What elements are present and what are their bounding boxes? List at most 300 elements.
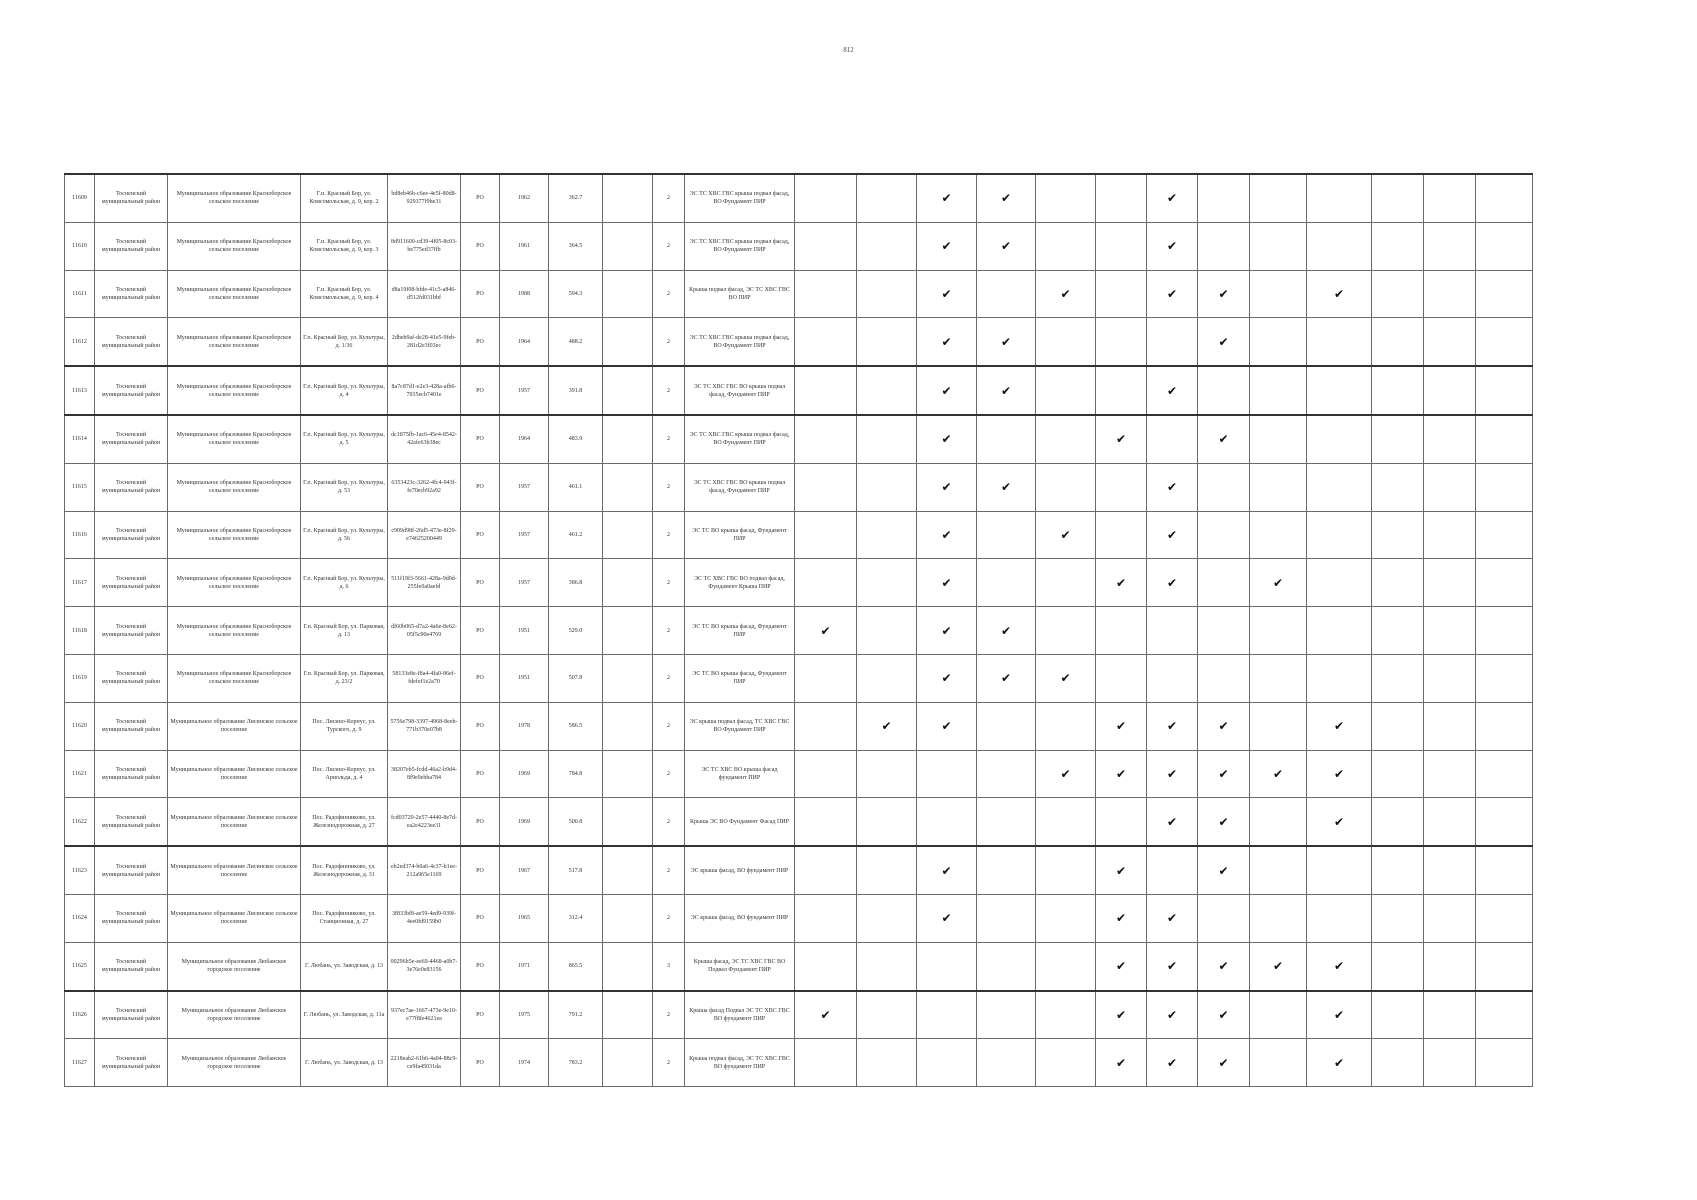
empty-check-cell xyxy=(1476,559,1533,607)
area-cell: 529.0 xyxy=(549,607,603,655)
floors-cell: 2 xyxy=(653,559,685,607)
check-mark-icon: ✔ xyxy=(1096,846,1147,894)
municipality-cell: Муниципальное образование Красноборское сельское поселение xyxy=(168,270,301,318)
check-mark-icon: ✔ xyxy=(1307,942,1372,990)
empty-check-cell xyxy=(795,559,857,607)
empty-cell xyxy=(603,415,653,463)
area-cell: 791.2 xyxy=(549,991,603,1039)
municipality-cell: Муниципальное образование Красноборское сельское поселение xyxy=(168,174,301,222)
check-mark-icon: ✔ xyxy=(1036,270,1096,318)
empty-check-cell xyxy=(1250,318,1307,366)
empty-check-cell xyxy=(857,894,917,942)
works-list-cell: ЭС ТС ХВС ГВС ВО крыша подвал фасад, Фундамент ПИР xyxy=(685,366,795,415)
empty-check-cell xyxy=(1476,174,1533,222)
district-cell: Тосненский муниципальный район xyxy=(95,750,168,798)
check-mark-icon: ✔ xyxy=(1147,559,1198,607)
address-cell: Г.п. Красный Бор, ул. Парковая, д. 13 xyxy=(301,607,388,655)
building-guid-cell: 38207eb5-fcdd-46a2-b9d4-8f9e9ebba784 xyxy=(388,750,461,798)
empty-check-cell xyxy=(977,511,1036,559)
empty-check-cell xyxy=(1372,942,1424,990)
table-row xyxy=(65,511,1533,559)
municipality-cell: Муниципальное образование Любанское городское поселение xyxy=(168,1039,301,1087)
address-cell: Г.п. Красный Бор, ул. Культуры, д. 56 xyxy=(301,511,388,559)
build-year-cell: 1974 xyxy=(500,1039,549,1087)
address-cell: Пос. Радофинниково, ул. Железнодорожная, д. 31 xyxy=(301,846,388,894)
empty-check-cell xyxy=(1036,318,1096,366)
build-year-cell: 1957 xyxy=(500,463,549,511)
area-cell: 586.5 xyxy=(549,702,603,750)
record-number: 11614 xyxy=(65,415,95,463)
building-type-cell: РО xyxy=(461,846,500,894)
check-mark-icon: ✔ xyxy=(1147,702,1198,750)
build-year-cell: 1971 xyxy=(500,942,549,990)
empty-check-cell xyxy=(795,894,857,942)
empty-check-cell xyxy=(795,942,857,990)
empty-check-cell xyxy=(857,991,917,1039)
building-guid-cell: 2218eab2-61b6-4a04-88c9-ce9fa45031da xyxy=(388,1039,461,1087)
area-cell: 865.5 xyxy=(549,942,603,990)
empty-check-cell xyxy=(795,415,857,463)
area-cell: 783.2 xyxy=(549,1039,603,1087)
building-type-cell: РО xyxy=(461,607,500,655)
check-mark-icon: ✔ xyxy=(1147,463,1198,511)
municipality-cell: Муниципальное образование Лисинское сельское поселение xyxy=(168,798,301,846)
check-mark-icon: ✔ xyxy=(1198,942,1250,990)
empty-check-cell xyxy=(1250,798,1307,846)
address-cell: Пос. Лисино-Корпус, ул. Арнольда, д. 4 xyxy=(301,750,388,798)
empty-check-cell xyxy=(1372,366,1424,415)
record-number: 11610 xyxy=(65,222,95,270)
empty-check-cell xyxy=(795,366,857,415)
empty-cell xyxy=(603,511,653,559)
record-number: 11618 xyxy=(65,607,95,655)
floors-cell: 2 xyxy=(653,702,685,750)
table-row xyxy=(65,894,1533,942)
empty-check-cell xyxy=(1372,559,1424,607)
empty-check-cell xyxy=(1198,607,1250,655)
empty-check-cell xyxy=(1476,415,1533,463)
empty-check-cell xyxy=(1476,270,1533,318)
building-type-cell: РО xyxy=(461,559,500,607)
check-mark-icon: ✔ xyxy=(1250,750,1307,798)
empty-check-cell xyxy=(1250,174,1307,222)
floors-cell: 2 xyxy=(653,463,685,511)
building-guid-cell: 2dbeb9af-de28-41e5-9feb-281d2e3f03ec xyxy=(388,318,461,366)
floors-cell: 2 xyxy=(653,991,685,1039)
empty-check-cell xyxy=(1198,174,1250,222)
empty-check-cell xyxy=(1476,463,1533,511)
building-guid-cell: 3f833bf8-ae59-4ed9-939f-4ee0fd9159b0 xyxy=(388,894,461,942)
empty-check-cell xyxy=(1424,942,1476,990)
build-year-cell: 1978 xyxy=(500,702,549,750)
check-mark-icon: ✔ xyxy=(917,415,977,463)
build-year-cell: 1965 xyxy=(500,894,549,942)
check-mark-icon: ✔ xyxy=(1096,559,1147,607)
municipality-cell: Муниципальное образование Лисинское сельское поселение xyxy=(168,894,301,942)
empty-check-cell xyxy=(1096,654,1147,702)
district-cell: Тосненский муниципальный район xyxy=(95,222,168,270)
empty-check-cell xyxy=(1424,991,1476,1039)
municipality-cell: Муниципальное образование Любанское городское поселение xyxy=(168,942,301,990)
district-cell: Тосненский муниципальный район xyxy=(95,366,168,415)
district-cell: Тосненский муниципальный район xyxy=(95,318,168,366)
empty-check-cell xyxy=(857,559,917,607)
empty-check-cell xyxy=(1198,366,1250,415)
address-cell: Г. Любань, ул. Заводская, д. 13 xyxy=(301,1039,388,1087)
works-list-cell: ЭС ТС ХВС ВО крыша фасад фундамент ПИР xyxy=(685,750,795,798)
address-cell: Г.п. Красный Бор, ул. Культуры, д. 53 xyxy=(301,463,388,511)
empty-check-cell xyxy=(1036,1039,1096,1087)
empty-check-cell xyxy=(1096,463,1147,511)
works-list-cell: ЭС крыша фасад, ВО фундамент ПИР xyxy=(685,894,795,942)
check-mark-icon: ✔ xyxy=(1147,270,1198,318)
empty-check-cell xyxy=(1424,366,1476,415)
empty-check-cell xyxy=(795,702,857,750)
works-list-cell: ЭС ТС ВО крыша фасад, Фундамент ПИР xyxy=(685,607,795,655)
empty-check-cell xyxy=(1307,415,1372,463)
building-type-cell: РО xyxy=(461,463,500,511)
empty-check-cell xyxy=(1250,702,1307,750)
empty-check-cell xyxy=(1036,702,1096,750)
empty-check-cell xyxy=(977,750,1036,798)
area-cell: 483.9 xyxy=(549,415,603,463)
empty-check-cell xyxy=(1250,846,1307,894)
municipality-cell: Муниципальное образование Красноборское сельское поселение xyxy=(168,318,301,366)
check-mark-icon: ✔ xyxy=(1147,222,1198,270)
empty-check-cell xyxy=(795,222,857,270)
check-mark-icon: ✔ xyxy=(917,846,977,894)
building-guid-cell: 8d911600-cd39-4f05-8c03-be775ed37ffb xyxy=(388,222,461,270)
empty-check-cell xyxy=(977,846,1036,894)
area-cell: 784.8 xyxy=(549,750,603,798)
empty-check-cell xyxy=(1307,222,1372,270)
empty-cell xyxy=(603,463,653,511)
check-mark-icon: ✔ xyxy=(1147,798,1198,846)
empty-check-cell xyxy=(1372,846,1424,894)
check-mark-icon: ✔ xyxy=(1307,991,1372,1039)
table-row xyxy=(65,750,1533,798)
empty-check-cell xyxy=(977,270,1036,318)
empty-cell xyxy=(603,559,653,607)
check-mark-icon: ✔ xyxy=(1198,1039,1250,1087)
build-year-cell: 1969 xyxy=(500,750,549,798)
empty-check-cell xyxy=(1198,463,1250,511)
municipality-cell: Муниципальное образование Любанское городское поселение xyxy=(168,991,301,1039)
empty-check-cell xyxy=(1036,798,1096,846)
check-mark-icon: ✔ xyxy=(1198,415,1250,463)
record-number: 11619 xyxy=(65,654,95,702)
empty-check-cell xyxy=(1372,463,1424,511)
check-mark-icon: ✔ xyxy=(1307,270,1372,318)
check-mark-icon: ✔ xyxy=(977,222,1036,270)
empty-check-cell xyxy=(1476,607,1533,655)
record-number: 11617 xyxy=(65,559,95,607)
empty-check-cell xyxy=(1036,415,1096,463)
works-list-cell: ЭС крыша фасад, ВО фундамент ПИР xyxy=(685,846,795,894)
record-number: 11609 xyxy=(65,174,95,222)
works-list-cell: ЭС ТС ХВС ГВС ВО подвал фасад, Фундамент Крыша ПИР xyxy=(685,559,795,607)
building-type-cell: РО xyxy=(461,702,500,750)
empty-check-cell xyxy=(1307,654,1372,702)
empty-check-cell xyxy=(1372,894,1424,942)
address-cell: Г.п. Красный Бор, ул. Культуры, д. 1/36 xyxy=(301,318,388,366)
floors-cell: 2 xyxy=(653,222,685,270)
build-year-cell: 1964 xyxy=(500,415,549,463)
table-row xyxy=(65,222,1533,270)
empty-cell xyxy=(603,366,653,415)
works-list-cell: Крыша ЭС ВО Фундамент Фасад ПИР xyxy=(685,798,795,846)
address-cell: Пос. Радофинниково, ул. Станционная, д. 27 xyxy=(301,894,388,942)
build-year-cell: 1964 xyxy=(500,318,549,366)
record-number: 11625 xyxy=(65,942,95,990)
empty-check-cell xyxy=(1250,366,1307,415)
check-mark-icon: ✔ xyxy=(917,607,977,655)
building-guid-cell: 937ec7ae-1667-473e-9e10-e77f8fe4621ea xyxy=(388,991,461,1039)
floors-cell: 2 xyxy=(653,894,685,942)
table-row xyxy=(65,846,1533,894)
check-mark-icon: ✔ xyxy=(1147,366,1198,415)
empty-check-cell xyxy=(1250,894,1307,942)
check-mark-icon: ✔ xyxy=(917,463,977,511)
area-cell: 488.2 xyxy=(549,318,603,366)
check-mark-icon: ✔ xyxy=(1307,798,1372,846)
empty-check-cell xyxy=(1096,607,1147,655)
works-list-cell: ЭС ТС ХВС ГВС крыша подвал фасад, ВО Фундамент ПИР xyxy=(685,174,795,222)
check-mark-icon: ✔ xyxy=(917,654,977,702)
works-list-cell: Крыша фасад, ЭС ТС ХВС ГВС ВО Подвал Фундамент ПИР xyxy=(685,942,795,990)
building-type-cell: РО xyxy=(461,270,500,318)
empty-check-cell xyxy=(1250,270,1307,318)
check-mark-icon: ✔ xyxy=(917,174,977,222)
table-row xyxy=(65,415,1533,463)
empty-check-cell xyxy=(1036,222,1096,270)
empty-cell xyxy=(603,1039,653,1087)
housing-register-table xyxy=(64,173,1533,1087)
build-year-cell: 1969 xyxy=(500,798,549,846)
empty-check-cell xyxy=(1307,174,1372,222)
check-mark-icon: ✔ xyxy=(1096,894,1147,942)
area-cell: 312.4 xyxy=(549,894,603,942)
building-type-cell: РО xyxy=(461,942,500,990)
empty-check-cell xyxy=(1372,607,1424,655)
check-mark-icon: ✔ xyxy=(917,894,977,942)
building-type-cell: РО xyxy=(461,174,500,222)
check-mark-icon: ✔ xyxy=(917,222,977,270)
building-guid-cell: dc1875fb-1ac6-45e4-8542-42afe63b38ec xyxy=(388,415,461,463)
check-mark-icon: ✔ xyxy=(1096,991,1147,1039)
works-list-cell: Крыша подвал фасад, ЭС ТС ХВС ГВС ВО ПИР xyxy=(685,270,795,318)
empty-check-cell xyxy=(1036,942,1096,990)
check-mark-icon: ✔ xyxy=(1307,702,1372,750)
empty-check-cell xyxy=(1250,991,1307,1039)
building-type-cell: РО xyxy=(461,654,500,702)
check-mark-icon: ✔ xyxy=(917,559,977,607)
works-list-cell: ЭС ТС ХВС ГВС крыша подвал фасад, ВО Фундамент ПИР xyxy=(685,415,795,463)
check-mark-icon: ✔ xyxy=(977,366,1036,415)
empty-cell xyxy=(603,222,653,270)
works-list-cell: ЭС ТС ХВС ГВС крыша подвал фасад, ВО Фундамент ПИР xyxy=(685,222,795,270)
area-cell: 364.5 xyxy=(549,222,603,270)
empty-check-cell xyxy=(1476,942,1533,990)
empty-check-cell xyxy=(1096,798,1147,846)
empty-check-cell xyxy=(795,318,857,366)
check-mark-icon: ✔ xyxy=(1198,846,1250,894)
address-cell: Г.п. Красный Бор, ул. Культуры, д. 6 xyxy=(301,559,388,607)
empty-cell xyxy=(603,174,653,222)
empty-check-cell xyxy=(1476,222,1533,270)
empty-check-cell xyxy=(1476,1039,1533,1087)
empty-check-cell xyxy=(1198,222,1250,270)
empty-check-cell xyxy=(795,1039,857,1087)
check-mark-icon: ✔ xyxy=(977,463,1036,511)
works-list-cell: ЭС ТС ХВС ГВС ВО крыша подвал фасад, Фундамент ПИР xyxy=(685,463,795,511)
municipality-cell: Муниципальное образование Лисинское сельское поселение xyxy=(168,702,301,750)
district-cell: Тосненский муниципальный район xyxy=(95,559,168,607)
check-mark-icon: ✔ xyxy=(1198,270,1250,318)
building-guid-cell: fcd03720-2e57-4440-8e7d-ea2e4223ee31 xyxy=(388,798,461,846)
works-list-cell: Крыша подвал фасад, ЭС ТС ХВС ГВС ВО фундамент ПИР xyxy=(685,1039,795,1087)
district-cell: Тосненский муниципальный район xyxy=(95,174,168,222)
district-cell: Тосненский муниципальный район xyxy=(95,654,168,702)
empty-check-cell xyxy=(1372,702,1424,750)
empty-check-cell xyxy=(857,750,917,798)
empty-check-cell xyxy=(1476,894,1533,942)
empty-check-cell xyxy=(917,750,977,798)
works-list-cell: Крыша фасад Подвал ЭС ТС ХВС ГВС ВО фундамент ПИР xyxy=(685,991,795,1039)
empty-check-cell xyxy=(1476,366,1533,415)
empty-check-cell xyxy=(1096,270,1147,318)
table-row xyxy=(65,463,1533,511)
district-cell: Тосненский муниципальный район xyxy=(95,607,168,655)
check-mark-icon: ✔ xyxy=(1147,750,1198,798)
empty-check-cell xyxy=(1372,174,1424,222)
area-cell: 386.8 xyxy=(549,559,603,607)
empty-check-cell xyxy=(1424,222,1476,270)
empty-check-cell xyxy=(795,174,857,222)
floors-cell: 2 xyxy=(653,607,685,655)
check-mark-icon: ✔ xyxy=(1147,174,1198,222)
check-mark-icon: ✔ xyxy=(1036,654,1096,702)
empty-check-cell xyxy=(1307,607,1372,655)
empty-check-cell xyxy=(1250,607,1307,655)
empty-check-cell xyxy=(917,942,977,990)
building-type-cell: РО xyxy=(461,750,500,798)
area-cell: 362.7 xyxy=(549,174,603,222)
empty-check-cell xyxy=(1147,415,1198,463)
table-row xyxy=(65,654,1533,702)
record-number: 11616 xyxy=(65,511,95,559)
empty-check-cell xyxy=(977,991,1036,1039)
check-mark-icon: ✔ xyxy=(977,654,1036,702)
table-row xyxy=(65,559,1533,607)
building-guid-cell: c909d98f-26d5-473e-8f29-e74625200449 xyxy=(388,511,461,559)
municipality-cell: Муниципальное образование Красноборское сельское поселение xyxy=(168,654,301,702)
address-cell: Г.п. Красный Бор, ул. Парковая, д. 23/2 xyxy=(301,654,388,702)
register-body xyxy=(65,174,1533,1087)
empty-check-cell xyxy=(1250,511,1307,559)
empty-check-cell xyxy=(1372,415,1424,463)
check-mark-icon: ✔ xyxy=(1250,559,1307,607)
record-number: 11626 xyxy=(65,991,95,1039)
check-mark-icon: ✔ xyxy=(1198,318,1250,366)
table-row xyxy=(65,702,1533,750)
floors-cell: 2 xyxy=(653,798,685,846)
empty-check-cell xyxy=(857,222,917,270)
empty-cell xyxy=(603,894,653,942)
address-cell: Г.п. Красный Бор, ул. Культуры, д. 4 xyxy=(301,366,388,415)
building-guid-cell: df60b065-d7a2-4a6e-8e62-05f5c90e4769 xyxy=(388,607,461,655)
check-mark-icon: ✔ xyxy=(1096,750,1147,798)
works-list-cell: ЭС ТС ВО крыша фасад, Фундамент ПИР xyxy=(685,654,795,702)
check-mark-icon: ✔ xyxy=(1250,942,1307,990)
empty-check-cell xyxy=(857,511,917,559)
area-cell: 461.2 xyxy=(549,511,603,559)
municipality-cell: Муниципальное образование Красноборское сельское поселение xyxy=(168,463,301,511)
building-guid-cell: eb2ed374-b0a6-4c37-b1ee-212a965e1169 xyxy=(388,846,461,894)
empty-check-cell xyxy=(1250,654,1307,702)
check-mark-icon: ✔ xyxy=(1198,702,1250,750)
empty-check-cell xyxy=(795,654,857,702)
check-mark-icon: ✔ xyxy=(1198,991,1250,1039)
check-mark-icon: ✔ xyxy=(1307,1039,1372,1087)
district-cell: Тосненский муниципальный район xyxy=(95,463,168,511)
empty-check-cell xyxy=(795,463,857,511)
empty-check-cell xyxy=(1307,894,1372,942)
empty-check-cell xyxy=(1198,559,1250,607)
empty-check-cell xyxy=(795,270,857,318)
empty-check-cell xyxy=(857,270,917,318)
empty-check-cell xyxy=(1307,366,1372,415)
building-type-cell: РО xyxy=(461,318,500,366)
check-mark-icon: ✔ xyxy=(1198,798,1250,846)
empty-check-cell xyxy=(1476,750,1533,798)
empty-check-cell xyxy=(977,942,1036,990)
record-number: 11612 xyxy=(65,318,95,366)
floors-cell: 2 xyxy=(653,318,685,366)
empty-check-cell xyxy=(1424,846,1476,894)
check-mark-icon: ✔ xyxy=(977,318,1036,366)
empty-check-cell xyxy=(857,942,917,990)
building-type-cell: РО xyxy=(461,511,500,559)
empty-check-cell xyxy=(1424,607,1476,655)
empty-cell xyxy=(603,702,653,750)
table-row xyxy=(65,798,1533,846)
empty-check-cell xyxy=(917,991,977,1039)
district-cell: Тосненский муниципальный район xyxy=(95,991,168,1039)
empty-check-cell xyxy=(1307,318,1372,366)
empty-check-cell xyxy=(1307,846,1372,894)
empty-check-cell xyxy=(1250,222,1307,270)
empty-check-cell xyxy=(1372,798,1424,846)
floors-cell: 2 xyxy=(653,174,685,222)
municipality-cell: Муниципальное образование Красноборское сельское поселение xyxy=(168,559,301,607)
district-cell: Тосненский муниципальный район xyxy=(95,942,168,990)
empty-check-cell xyxy=(857,366,917,415)
empty-check-cell xyxy=(1307,511,1372,559)
check-mark-icon: ✔ xyxy=(795,991,857,1039)
empty-check-cell xyxy=(1096,511,1147,559)
district-cell: Тосненский муниципальный район xyxy=(95,270,168,318)
check-mark-icon: ✔ xyxy=(917,366,977,415)
empty-check-cell xyxy=(1198,894,1250,942)
address-cell: Г.п. Красный Бор, ул. Комсомольская, д. 9, кор. 2 xyxy=(301,174,388,222)
empty-check-cell xyxy=(1424,318,1476,366)
floors-cell: 2 xyxy=(653,846,685,894)
empty-check-cell xyxy=(1036,991,1096,1039)
building-guid-cell: d8a19f08-bfde-41c3-a846-d512fd031bbf xyxy=(388,270,461,318)
empty-check-cell xyxy=(1424,750,1476,798)
empty-check-cell xyxy=(1036,366,1096,415)
